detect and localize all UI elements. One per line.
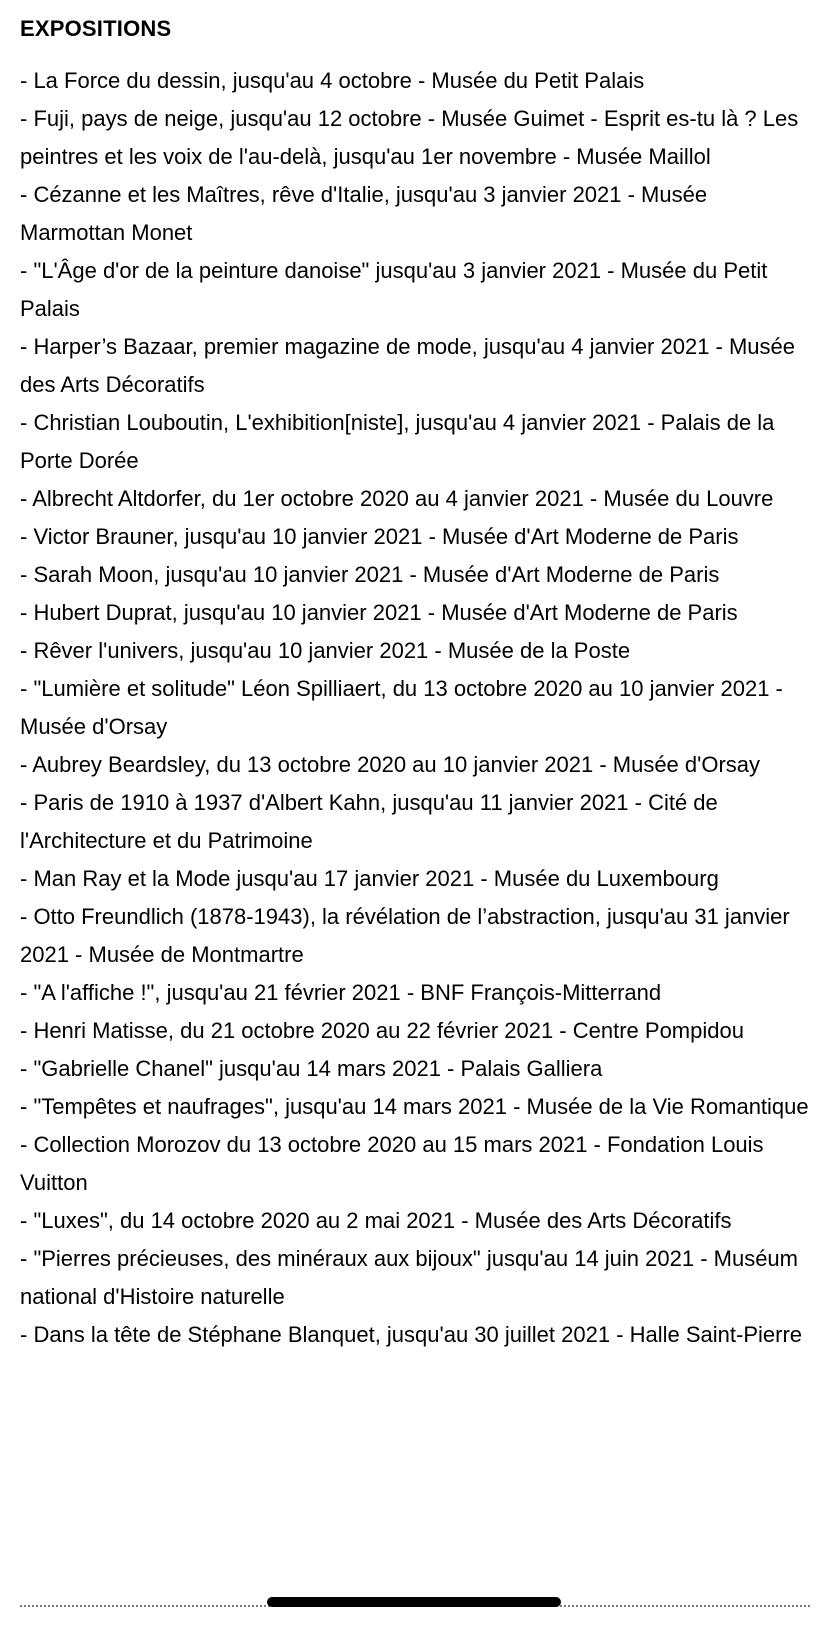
expositions-section [20,10,812,1354]
list-item: - Henri Matisse, du 21 octobre 2020 au 22 février 2021 - Centre Pompidou [20,1018,744,1043]
list-item: - Hubert Duprat, jusqu'au 10 janvier 2021 - Musée d'Art Moderne de Paris [20,600,738,625]
list-item: - "Gabrielle Chanel" jusqu'au 14 mars 2021 - Palais Galliera [20,1056,603,1081]
home-indicator[interactable] [267,1597,561,1607]
list-item: - Albrecht Altdorfer, du 1er octobre 2020 au 4 janvier 2021 - Musée du Louvre [20,486,774,511]
list-item: - "A l'affiche !", jusqu'au 21 février 2021 - BNF François-Mitterrand [20,980,662,1005]
list-item: - Christian Louboutin, L'exhibition[niste], jusqu'au 4 janvier 2021 - Palais de la Porte Dorée [20,410,775,473]
list-item: - Cézanne et les Maîtres, rêve d'Italie, jusqu'au 3 janvier 2021 - Musée Marmottan Monet [20,182,708,245]
list-item: - "Tempêtes et naufrages", jusqu'au 14 mars 2021 - Musée de la Vie Romantique [20,1094,809,1119]
list-item: - Collection Morozov du 13 octobre 2020 au 15 mars 2021 - Fondation Louis Vuitton [20,1132,764,1195]
list-item: - Victor Brauner, jusqu'au 10 janvier 2021 - Musée d'Art Moderne de Paris [20,524,739,549]
list-item: - "Lumière et solitude" Léon Spilliaert, du 13 octobre 2020 au 10 janvier 2021 - Musée d'Orsay [20,676,783,739]
list-item: - "Pierres précieuses, des minéraux aux bijoux" jusqu'au 14 juin 2021 - Muséum national d'Histoire naturelle [20,1246,798,1309]
list-item: - Sarah Moon, jusqu'au 10 janvier 2021 - Musée d'Art Moderne de Paris [20,562,720,587]
list-item: - Aubrey Beardsley, du 13 octobre 2020 au 10 janvier 2021 - Musée d'Orsay [20,752,761,777]
list-item: - La Force du dessin, jusqu'au 4 octobre - Musée du Petit Palais [20,68,645,93]
section-heading: EXPOSITIONS [20,16,172,41]
list-item: - "Luxes", du 14 octobre 2020 au 2 mai 2021 - Musée des Arts Décoratifs [20,1208,732,1233]
list-item: - Fuji, pays de neige, jusqu'au 12 octobre - Musée Guimet - Esprit es-tu là ? Les peintres et les voix de l'au-delà, jusqu'au 1er novembre - Musée Maillol [20,106,799,169]
list-item: - Paris de 1910 à 1937 d'Albert Kahn, jusqu'au 11 janvier 2021 - Cité de l'Architecture et du Patrimoine [20,790,718,853]
expositions-list [20,62,812,1354]
list-item: - Harper’s Bazaar, premier magazine de mode, jusqu'au 4 janvier 2021 - Musée des Arts Décoratifs [20,334,796,397]
list-item: - Dans la tête de Stéphane Blanquet, jusqu'au 30 juillet 2021 - Halle Saint-Pierre [20,1322,803,1347]
list-item: - Otto Freundlich (1878-1943), la révélation de l’abstraction, jusqu'au 31 janvier 2021 - Musée de Montmartre [20,904,790,967]
list-item: - "L'Âge d'or de la peinture danoise" jusqu'au 3 janvier 2021 - Musée du Petit Palais [20,258,768,321]
list-item: - Man Ray et la Mode jusqu'au 17 janvier 2021 - Musée du Luxembourg [20,866,719,891]
list-item: - Rêver l'univers, jusqu'au 10 janvier 2021 - Musée de la Poste [20,638,631,663]
